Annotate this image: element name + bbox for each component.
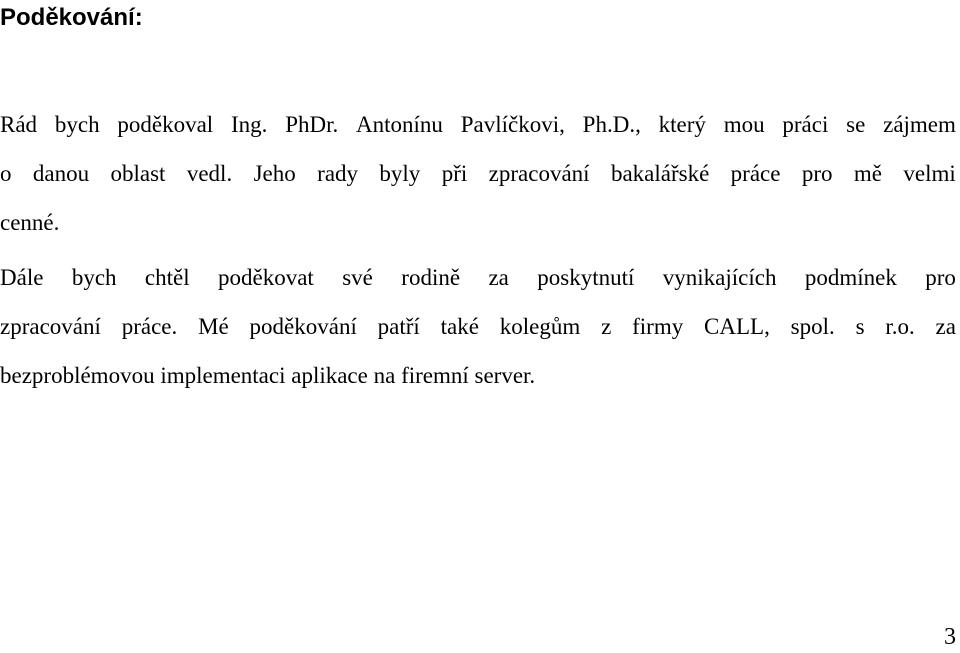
word: patří xyxy=(377,314,420,339)
word: práce. xyxy=(121,314,178,339)
word: poděkovat xyxy=(218,265,314,290)
word: bakalářské xyxy=(610,161,710,186)
word: Mé xyxy=(198,314,229,339)
word: vedl. xyxy=(186,161,233,186)
page-number: 3 xyxy=(944,624,956,650)
word: poděkování xyxy=(249,314,357,339)
word: spol. xyxy=(790,314,835,339)
word: Ing. xyxy=(230,112,268,137)
word: při xyxy=(441,161,468,186)
word: o xyxy=(0,161,12,186)
word: danou xyxy=(32,161,90,186)
paragraph-thanks-supervisor xyxy=(0,100,956,247)
word: vynikajících xyxy=(662,265,777,290)
word: rady xyxy=(317,161,359,186)
word: poděkoval xyxy=(117,112,214,137)
word: který xyxy=(658,112,706,137)
word: bych xyxy=(71,265,117,290)
word: Dále xyxy=(0,265,44,290)
word: za xyxy=(488,265,509,290)
word: CALL, xyxy=(704,314,770,339)
word: Rád xyxy=(0,112,38,137)
paragraph-line xyxy=(0,100,956,149)
word: rodině xyxy=(401,265,461,290)
word: pro xyxy=(801,161,833,186)
word: Ph.D., xyxy=(582,112,641,137)
word: mě xyxy=(853,161,883,186)
word: se xyxy=(846,112,866,137)
word: mou xyxy=(723,112,765,137)
word: za xyxy=(935,314,956,339)
word: zájmem xyxy=(883,112,956,137)
paragraph-line xyxy=(0,149,956,198)
word: zpracování xyxy=(488,161,590,186)
word: oblast xyxy=(110,161,166,186)
word: zpracování xyxy=(0,314,101,339)
word: PhDr. xyxy=(285,112,339,137)
word: velmi xyxy=(903,161,956,186)
paragraph-line xyxy=(0,302,956,351)
word: práce xyxy=(730,161,781,186)
word: kolegům xyxy=(499,314,581,339)
word: firmy xyxy=(632,314,684,339)
page-heading: Poděkování: xyxy=(0,4,143,31)
word: Pavlíčkovi, xyxy=(460,112,565,137)
word: chtěl xyxy=(144,265,190,290)
word: bych xyxy=(54,112,100,137)
word: Antonínu xyxy=(356,112,443,137)
word: byly xyxy=(379,161,421,186)
word: své xyxy=(342,265,373,290)
word: z xyxy=(601,314,612,339)
paragraph-line: cenné. xyxy=(0,210,60,235)
paragraph-line: bezproblémovou implementaci aplikace na firemní server. xyxy=(0,363,536,388)
word: s xyxy=(855,314,865,339)
word: práci xyxy=(782,112,829,137)
word: poskytnutí xyxy=(537,265,635,290)
word: také xyxy=(440,314,479,339)
word: pro xyxy=(925,265,956,290)
word: r.o. xyxy=(885,314,915,339)
paragraph-thanks-family-colleagues xyxy=(0,253,956,400)
paragraph-line xyxy=(0,253,956,302)
word: podmínek xyxy=(804,265,897,290)
word: Jeho xyxy=(253,161,296,186)
